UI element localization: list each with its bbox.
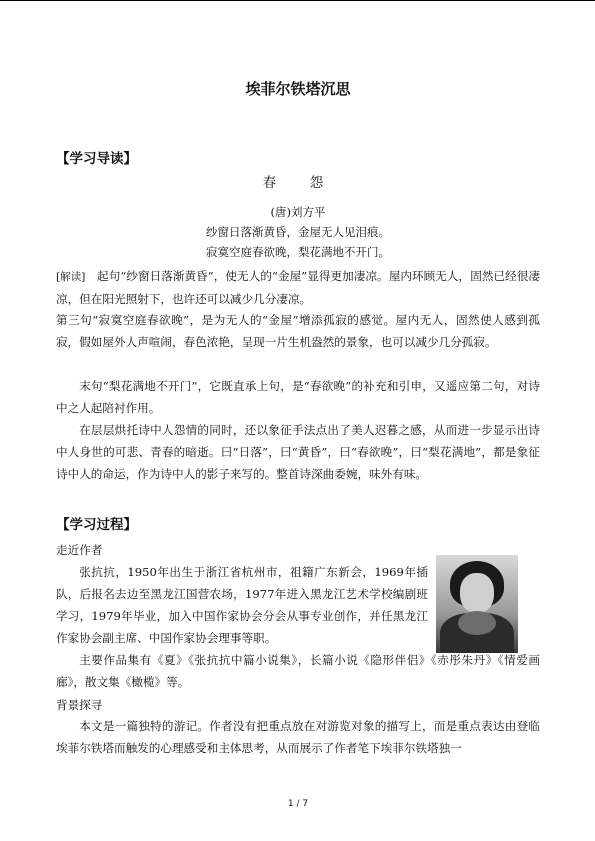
annotation-paragraph-2: 第三句“寂寞空庭春欲晚”，是为无人的“金屋”增添孤寂的感觉。屋内无人，固然使人感到孤寂，假如屋外人声喧闹，春色浓艳，呈现一片生机盎然的景象，也可以减少几分孤寂。	[56, 313, 540, 349]
page-number: 1 / 7	[287, 799, 309, 809]
guide-heading: 【学习导读】	[56, 151, 137, 167]
poem-line-1: 纱窗日落渐黄昏，金屋无人见泪痕。	[206, 225, 390, 239]
poem-title: 春 怨	[262, 175, 334, 191]
background-heading: 背景探寻	[56, 698, 103, 712]
poem-line-2: 寂寞空庭春欲晚，梨花满地不开门。	[206, 245, 390, 259]
process-heading: 【学习过程】	[56, 517, 137, 533]
author-bio: 张抗抗，1950年出生于浙江省杭州市，祖籍广东新会，1969年插队，后报名去边至黑龙江国营农场，1977年进入黑龙江艺术学校编剧班学习，1979年毕业，加入中国作家协会分会从事专业创作，并任黑龙江作家协会副主席、中国作家协会理事等职。	[56, 565, 428, 645]
page-title: 埃菲尔铁塔沉思	[245, 80, 351, 98]
background-paragraph: 本文是一篇独特的游记。作者没有把重点放在对游览对象的描写上，而是重点表达由登临埃菲尔铁塔而触发的心理感受和主体思考，从而展示了作者笔下埃菲尔铁塔独一	[56, 719, 540, 755]
annotation-paragraph-4: 在层层烘托诗中人怨情的同时，还以象征手法点出了美人迟暮之感，从而进一步显示出诗中人身世的可悲、青春的暗逝。曰“日落”，曰“黄昏”，曰“春欲晚”，曰“梨花满地”，都是象征诗中人的命运，作为诗中人的影子来写的。整首诗深曲委婉，味外有味。	[56, 423, 540, 481]
annotation-paragraph-1	[56, 265, 540, 310]
annotation-text: 起句“纱窗日落渐黄昏”，使无人的“金屋”显得更加凄凉。屋内环顾无人，固然已经很凄凉，但在阳光照射下，也许还可以减少几分凄凉。	[56, 269, 540, 306]
author-heading: 走近作者	[56, 543, 103, 557]
poem-author: (唐)刘方平	[270, 205, 326, 219]
top-rule	[0, 0, 595, 1]
annotation-paragraph-3: 末句“梨花满地不开门”，它既直承上句，是“春欲晚”的补充和引申，又遥应第二句，对诗中之人起陪衬作用。	[56, 379, 540, 415]
annotation-label: [解读]	[56, 271, 86, 283]
author-portrait	[436, 555, 518, 653]
author-works: 主要作品集有《夏》《张抗抗中篇小说集》，长篇小说《隐形伴侣》《赤彤朱丹》《情爱画廊》，散文集《橄榄》等。	[56, 653, 540, 689]
